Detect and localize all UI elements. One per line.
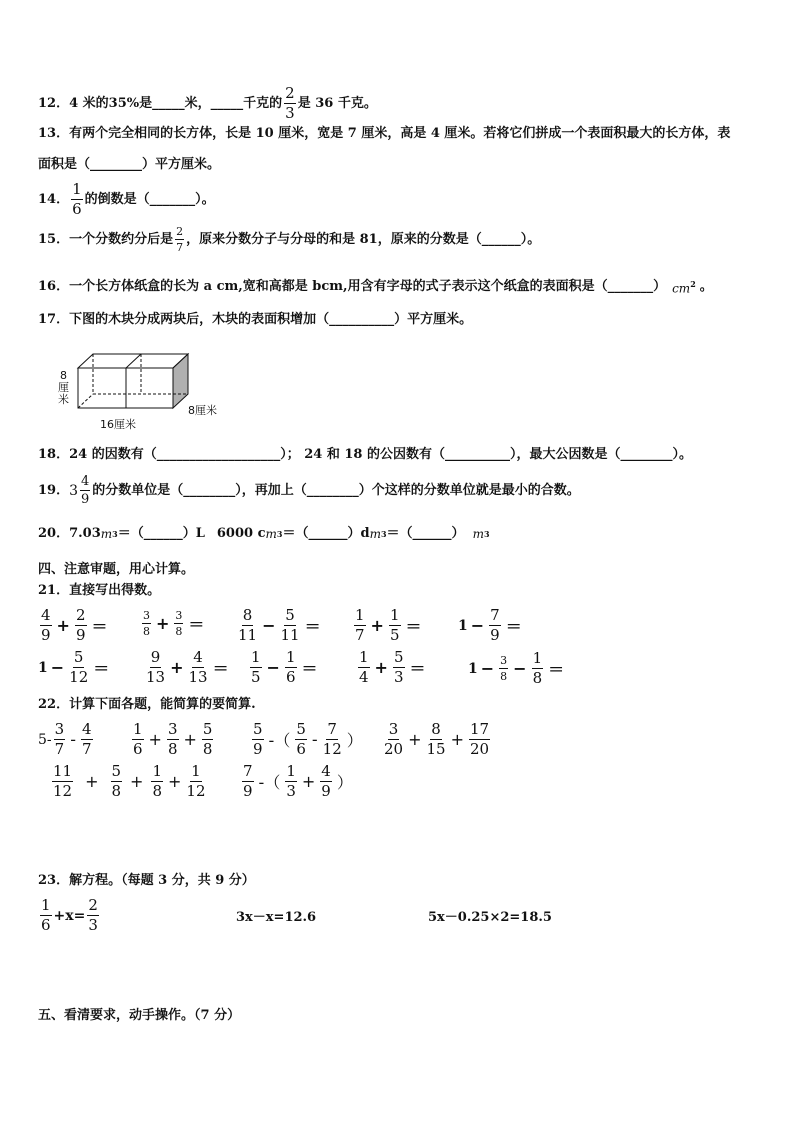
numerator: 4: [321, 762, 331, 780]
q21-expr-4: [352, 608, 425, 643]
denominator: 8: [532, 669, 543, 687]
numerator: 8: [242, 606, 253, 624]
fraction: [69, 650, 88, 685]
q12-text-1: 4 米的: [69, 95, 109, 111]
numerator: 1: [359, 648, 369, 666]
operator: -（: [258, 773, 281, 792]
q16-text: 16．一个长方体纸盒的长为 a cm,宽和高都是 bcm,用含有字母的式子表示这个纸盒的表面积是（_______）: [38, 278, 667, 294]
numerator: 17: [470, 720, 490, 738]
operator: +: [168, 772, 182, 791]
fraction: [252, 722, 264, 757]
denominator: 11: [280, 626, 300, 644]
operator: +: [56, 616, 70, 635]
denominator: 6: [296, 740, 306, 758]
q20-number: 20．: [38, 526, 70, 541]
bottom-dimension-label: 16厘米: [100, 418, 136, 431]
denominator: 5: [389, 626, 400, 644]
operator: +: [170, 658, 184, 677]
denominator: 7: [81, 740, 92, 758]
denominator: 12: [186, 782, 206, 800]
numerator: 3: [143, 609, 150, 622]
cut-line-top: [126, 354, 141, 368]
whole-number: 1: [38, 659, 48, 676]
denominator: 12: [322, 740, 342, 758]
q19-number: 19．: [38, 482, 70, 498]
denominator: 7: [355, 626, 365, 644]
unit-m: m: [100, 527, 113, 541]
equals-sign: ＝: [91, 617, 108, 636]
denominator: 8: [175, 625, 183, 638]
denominator: 5: [251, 668, 261, 686]
label-char: 米: [58, 393, 69, 406]
fraction: [174, 610, 183, 637]
operator: +: [156, 614, 170, 633]
operator: −: [266, 658, 280, 677]
numerator: 5: [296, 720, 306, 738]
q16-unit: [672, 276, 696, 297]
denominator: 6: [41, 916, 51, 934]
denominator: 11: [238, 626, 258, 644]
numerator: 1: [285, 648, 296, 666]
unit-m: m: [369, 527, 381, 541]
question-13-line-2: 面积是（________）平方厘米。: [38, 157, 221, 172]
q15-text-1: 15．一个分数约分后是: [38, 231, 174, 247]
fraction: [54, 722, 66, 757]
denominator: 9: [490, 626, 500, 644]
q15-fraction: [175, 226, 184, 253]
q22-expr-3: [250, 722, 366, 757]
operator: -（: [268, 731, 291, 750]
exponent: 3: [483, 529, 490, 539]
close-paren: ）: [346, 731, 363, 750]
q12-number: 12．: [38, 95, 70, 111]
q14-fraction: [71, 182, 83, 217]
close-paren: ）: [336, 773, 353, 792]
q12-text-5: 是 36 千克。: [297, 95, 377, 111]
fraction: [285, 764, 297, 799]
fraction: [238, 608, 257, 643]
unit-cm: cm: [672, 281, 691, 296]
numerator: 1: [286, 762, 296, 780]
equals-sign: ＝: [409, 659, 426, 678]
numerator: 9: [150, 648, 161, 666]
equals-sign: ＝: [93, 659, 110, 678]
denominator: 8: [167, 740, 178, 758]
fraction: [52, 764, 73, 799]
exponent: 3: [276, 529, 283, 539]
fraction: [250, 650, 262, 685]
equals-sign: ＝: [405, 617, 422, 636]
denominator: 3: [88, 916, 98, 934]
denominator: 8: [152, 782, 162, 800]
fraction: [202, 722, 214, 757]
operator: +: [301, 772, 316, 791]
fraction: [40, 608, 52, 643]
denominator: 13: [146, 668, 166, 686]
unit-m: m: [472, 527, 484, 541]
label-char: 厘: [58, 381, 69, 394]
question-23-title: 23．解方程。（每题 3 分，共 9 分）: [38, 873, 255, 888]
q23-equation-3: 5x－0.25×2=18.5: [428, 910, 552, 925]
numerator: 5: [393, 648, 404, 666]
operator: +: [85, 772, 99, 791]
operator: +: [408, 730, 422, 749]
operator: -: [311, 730, 318, 749]
denominator: 3: [285, 104, 295, 122]
numerator: 4: [81, 474, 90, 489]
q21-expr-1: [38, 608, 111, 643]
fraction: [323, 722, 342, 757]
fraction: [75, 608, 87, 643]
numerator: 3: [167, 720, 178, 738]
operator: +: [450, 730, 464, 749]
q20-value-1: 7.03: [69, 526, 101, 541]
denominator: 9: [75, 626, 86, 644]
left-dimension-label: [58, 370, 69, 406]
question-22-title: 22．计算下面各题，能简算的要简算.: [38, 697, 256, 712]
denominator: 9: [253, 740, 263, 758]
q20-value-2: 6000 c: [216, 526, 266, 541]
fraction: [295, 722, 307, 757]
numerator: 3: [175, 609, 183, 622]
unit-m: m: [265, 527, 277, 541]
numerator: 5: [202, 720, 213, 738]
q14-number: 14．: [38, 191, 70, 207]
numerator: 1: [251, 648, 261, 666]
denominator: 7: [176, 241, 184, 254]
section-4-heading: 四、注意审题，用心计算。: [38, 562, 195, 577]
denominator: 4: [359, 668, 369, 686]
equals-sign: ＝: [304, 617, 321, 636]
fraction: [285, 650, 297, 685]
denominator: 20: [384, 740, 404, 758]
q21-expr-6: [38, 650, 112, 685]
numerator: 3: [54, 720, 65, 738]
whole-number: 1: [458, 617, 468, 634]
numerator: 1: [191, 762, 201, 780]
question-16: [38, 276, 713, 297]
q22-expr-2: [130, 722, 215, 757]
fraction: [111, 764, 123, 799]
numerator: 1: [41, 896, 51, 914]
numerator: 5: [73, 648, 84, 666]
equals-sign: ＝: [505, 617, 522, 636]
question-19: [38, 475, 580, 506]
fraction: [427, 722, 446, 757]
fraction: [242, 764, 254, 799]
denominator: 8: [202, 740, 213, 758]
numerator: 3: [500, 654, 508, 667]
q21-expr-7: [144, 650, 232, 685]
numerator: 8: [431, 720, 441, 738]
operator: +: [374, 658, 388, 677]
numerator: 1: [532, 649, 543, 667]
denominator: 15: [426, 740, 446, 758]
operator: −: [50, 658, 65, 677]
fraction-part: [80, 475, 90, 506]
q23-equation-1: [38, 898, 101, 933]
denominator: 12: [53, 782, 73, 800]
numerator: 1: [133, 720, 143, 738]
q21-expr-10: [468, 651, 567, 686]
numerator: 2: [75, 606, 86, 624]
numerator: 1: [152, 762, 162, 780]
q22-expr-4: [382, 722, 492, 757]
operator: −: [262, 616, 276, 635]
operator: −: [480, 659, 495, 678]
question-13-line-1: 13．有两个完全相同的长方体，长是 10 厘米，宽是 7 厘米，高是 4 厘米。若将它们拼成一个表面积最大的长方体，表: [38, 126, 731, 141]
operator: +: [183, 730, 197, 749]
denominator: 9: [81, 492, 90, 507]
numerator: 7: [490, 606, 500, 624]
operator: −: [513, 659, 527, 678]
q22-expr-1: [38, 722, 95, 757]
denominator: 12: [69, 668, 89, 686]
q21-expr-2: [140, 610, 207, 637]
fraction: [358, 650, 370, 685]
denominator: 6: [72, 200, 82, 218]
operator: +: [370, 616, 384, 635]
denominator: 20: [470, 740, 490, 758]
denominator: 6: [133, 740, 143, 758]
question-15: [38, 226, 540, 253]
denominator: 7: [54, 740, 65, 758]
denominator: 9: [243, 782, 253, 800]
numerator: 1: [72, 180, 82, 198]
q12-percent: 35%: [108, 95, 140, 111]
denominator: 8: [111, 782, 122, 800]
denominator: 13: [188, 668, 208, 686]
q22-expr-5: [50, 764, 208, 799]
numerator: 4: [41, 606, 51, 624]
q21-expr-9: [356, 650, 429, 685]
q21-expr-5: [458, 608, 525, 643]
prefix: 5-: [38, 731, 52, 748]
q19-text: 的分数单位是（________），再加上（________）个这样的分数单位就是最小的合数。: [92, 482, 580, 498]
question-18: 18．24 的因数有（___________________）； 24 和 18 的公因数有（__________），最大公因数是（________）。: [38, 447, 692, 462]
hidden-edge-diagonal: [78, 394, 93, 408]
fraction: [532, 651, 544, 686]
q20-text-3: ＝（______）: [386, 526, 465, 541]
numerator: 2: [285, 84, 295, 102]
section-5-heading: 五、看清要求，动手操作。（7 分）: [38, 1008, 241, 1023]
fraction: [151, 764, 163, 799]
q21-expr-8: [248, 650, 321, 685]
fraction: [489, 608, 501, 643]
fraction: [389, 608, 401, 643]
fraction: [186, 764, 205, 799]
right-dimension-label: 8厘米: [188, 404, 217, 417]
q12-blank-2[interactable]: _____: [210, 95, 244, 111]
denominator: 9: [321, 782, 331, 800]
numerator: 5: [111, 762, 122, 780]
fraction: [499, 655, 508, 682]
fraction: [320, 764, 332, 799]
numerator: 2: [176, 225, 184, 238]
numerator: 5: [285, 606, 295, 624]
exponent: 3: [112, 529, 118, 539]
fraction: [393, 650, 405, 685]
denominator: 8: [143, 625, 150, 638]
denominator: 6: [285, 668, 296, 686]
fraction: [354, 608, 366, 643]
q20-text-1: ＝（______）L: [117, 526, 205, 541]
operator: +: [148, 730, 162, 749]
question-17: 17．下图的木块分成两块后，木块的表面积增加（__________）平方厘米。: [38, 312, 473, 327]
equals-sign: ＝: [188, 615, 205, 634]
q12-text-3: 米，: [184, 95, 211, 111]
denominator: 3: [286, 782, 296, 800]
fraction: [142, 610, 151, 637]
numerator: 2: [88, 896, 98, 914]
equals-sign: ＝: [301, 659, 318, 678]
question-14: [38, 182, 215, 217]
question-21-title: 21．直接写出得数。: [38, 583, 161, 598]
q22-expr-6: [240, 764, 356, 799]
denominator: 3: [393, 668, 404, 686]
q12-blank-1[interactable]: _____: [152, 95, 185, 111]
operator: +: [130, 772, 144, 791]
equation-middle: +x=: [53, 907, 86, 924]
q14-text: 的倒数是（_______）。: [84, 191, 215, 207]
numerator: 1: [389, 606, 400, 624]
numerator: 1: [355, 606, 365, 624]
denominator: 9: [41, 626, 51, 644]
operator: -: [70, 730, 76, 749]
q15-text-2: ，原来分数分子与分母的和是 81，原来的分数是（______）。: [186, 231, 541, 247]
numerator: 11: [53, 762, 73, 780]
numerator: 7: [243, 762, 253, 780]
side-face: [173, 354, 188, 408]
q16-end: 。: [699, 278, 713, 294]
fraction: [167, 722, 179, 757]
q12-text-4: 千克的: [243, 95, 283, 111]
question-20: [38, 526, 490, 542]
exponent: 3: [380, 529, 387, 539]
fraction: [87, 898, 99, 933]
whole-part: 3: [69, 482, 79, 499]
equals-sign: ＝: [548, 660, 565, 679]
q23-equation-2: 3x－x=12.6: [236, 910, 317, 925]
numerator: 3: [388, 720, 399, 738]
q12-fraction: [284, 86, 296, 121]
fraction: [281, 608, 300, 643]
numerator: 4: [193, 648, 203, 666]
q19-mixed-number: [69, 475, 92, 506]
operator: −: [470, 616, 485, 635]
wood-block-figure: [56, 340, 226, 432]
fraction: [146, 650, 165, 685]
q20-text-2: ＝（______）d: [282, 526, 370, 541]
fraction: [81, 722, 93, 757]
fraction: [40, 898, 52, 933]
exponent: 2: [690, 279, 696, 289]
denominator: 8: [500, 670, 508, 683]
numerator: 5: [253, 720, 263, 738]
fraction: [469, 722, 490, 757]
q12-text-2: 是: [139, 95, 153, 111]
fraction: [132, 722, 144, 757]
q21-expr-3: [236, 608, 324, 643]
whole-number: 1: [468, 660, 478, 677]
cuboid-diagram: [56, 340, 226, 432]
equals-sign: ＝: [212, 659, 229, 678]
numerator: 7: [327, 720, 337, 738]
numerator: 4: [81, 720, 92, 738]
fraction: [384, 722, 403, 757]
question-12: [38, 86, 377, 121]
fraction: [189, 650, 208, 685]
label-char: 8: [60, 369, 67, 382]
